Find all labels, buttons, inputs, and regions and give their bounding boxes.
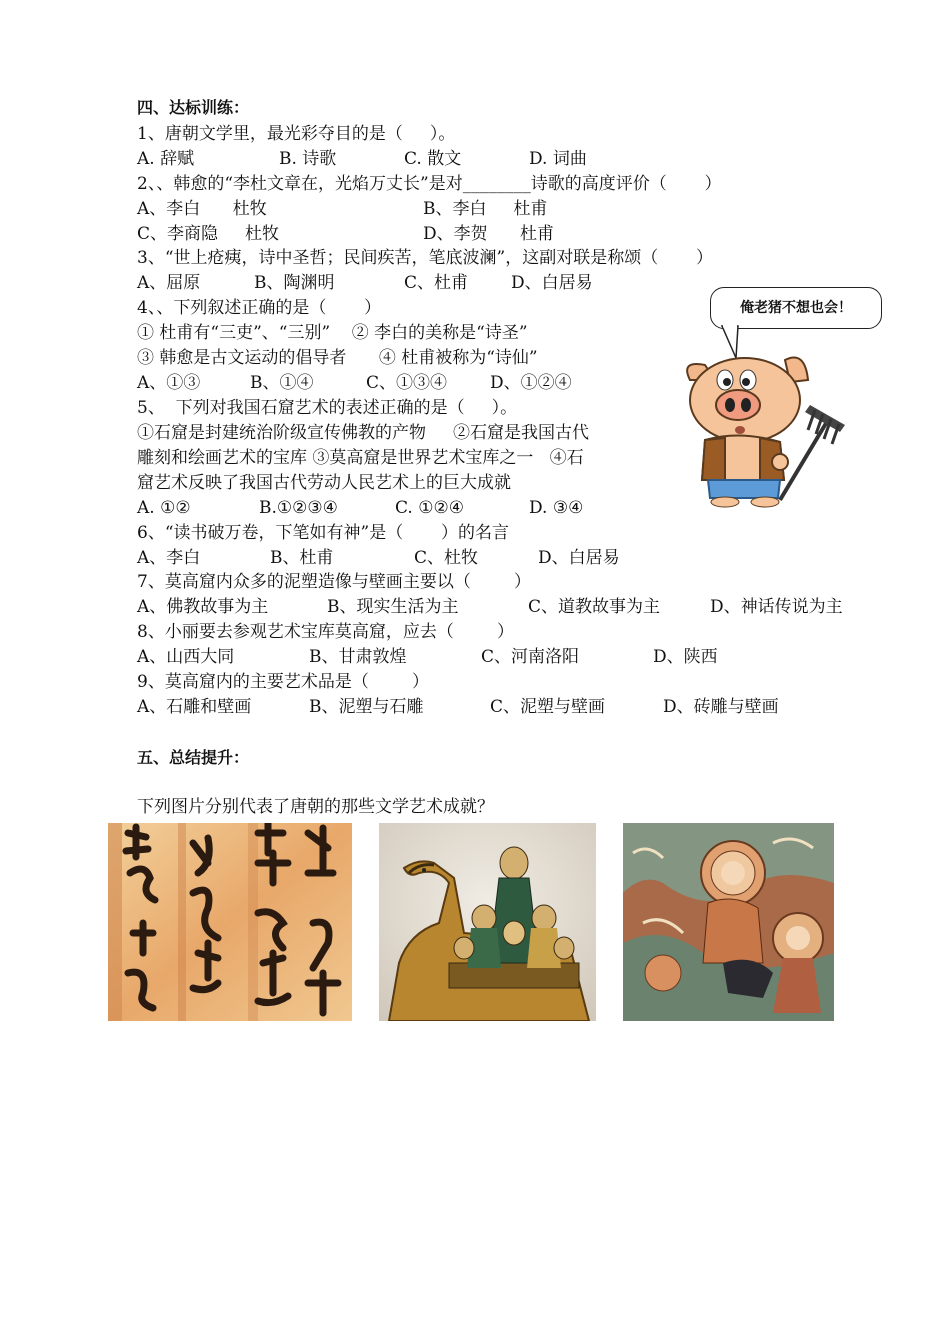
- tang-sancai-camel-image: [379, 823, 596, 1021]
- calligraphy-image: [108, 823, 352, 1021]
- q1-stem: 1、唐朝文学里，最光彩夺目的是（ ）。: [137, 124, 456, 144]
- section5-prompt: 下列图片分别代表了唐朝的那些文学艺术成就？: [137, 797, 494, 817]
- q9-option-d: D、砖雕与壁画: [663, 697, 779, 717]
- q3-stem: 3、“世上疮痍，诗中圣哲；民间疾苦，笔底波澜”，这副对联是称颂（ ）: [137, 248, 714, 268]
- q5-stem: 5、 下列对我国石窟艺术的表述正确的是（ ）。: [137, 398, 518, 418]
- q2-option-a: A、李白 杜牧: [137, 199, 267, 219]
- q5-line-2: 雕刻和绘画艺术的宝库 ③莫高窟是世界艺术宝库之一 ④石: [137, 448, 584, 468]
- q5-option-d: D. ③④: [529, 498, 584, 518]
- q6-option-a: A、李白: [137, 548, 201, 568]
- q3-option-d: D、白居易: [511, 273, 593, 293]
- q1-option-c: C. 散文: [404, 149, 462, 169]
- q7-option-d: D、神话传说为主: [710, 597, 843, 617]
- q2-stem: 2、、韩愈的“李杜文章在，光焰万丈长”是对________诗歌的高度评价（ ）: [137, 174, 722, 194]
- q8-option-c: C、河南洛阳: [481, 647, 580, 667]
- q3-option-a: A、屈原: [137, 273, 201, 293]
- q4-statement-1: ① 杜甫有“三吏”、“三别” ② 李白的美称是“诗圣”: [137, 323, 528, 343]
- q4-option-c: C、①③④: [366, 373, 448, 393]
- section5-title: 五、总结提升：: [137, 748, 250, 767]
- q7-option-a: A、佛教故事为主: [137, 597, 269, 617]
- speech-bubble: 俺老猪不想也会！: [710, 287, 882, 329]
- q4-statement-2: ③ 韩愈是古文运动的倡导者 ④ 杜甫被称为“诗仙”: [137, 348, 538, 368]
- q5-line-3: 窟艺术反映了我国古代劳动人民艺术上的巨大成就: [137, 473, 511, 493]
- q6-option-c: C、杜牧: [414, 548, 479, 568]
- q7-stem: 7、莫高窟内众多的泥塑造像与壁画主要以（ ）: [137, 572, 532, 592]
- q9-option-b: B、泥塑与石雕: [309, 697, 424, 717]
- q2-option-c: C、李商隐 杜牧: [137, 224, 280, 244]
- q1-option-b: B. 诗歌: [279, 149, 337, 169]
- q8-option-b: B、甘肃敦煌: [309, 647, 407, 667]
- q8-option-a: A、山西大同: [137, 647, 235, 667]
- q1-option-a: A. 辞赋: [137, 149, 195, 169]
- q7-option-c: C、道教故事为主: [528, 597, 661, 617]
- pig-cartoon-icon: [680, 350, 855, 510]
- q5-option-b: B.①②③④: [259, 498, 338, 518]
- q6-option-b: B、杜甫: [270, 548, 334, 568]
- section4-title: 四、达标训练：: [137, 98, 250, 117]
- dunhuang-mural-image: [623, 823, 834, 1021]
- q3-option-c: C、杜甫: [404, 273, 469, 293]
- q4-option-a: A、①③: [137, 373, 201, 393]
- q4-stem: 4、、下列叙述正确的是（ ）: [137, 298, 382, 318]
- q9-option-a: A、石雕和壁画: [137, 697, 252, 717]
- q2-option-d: D、李贺 杜甫: [423, 224, 555, 244]
- q6-stem: 6、“读书破万卷，下笔如有神”是（ ）的名言: [137, 523, 510, 543]
- q7-option-b: B、现实生活为主: [327, 597, 459, 617]
- q8-stem: 8、小丽要去参观艺术宝库莫高窟，应去（ ）: [137, 622, 515, 642]
- q4-option-d: D、①②④: [490, 373, 572, 393]
- q1-option-d: D. 词曲: [529, 149, 587, 169]
- q5-line-1: ①石窟是封建统治阶级宣传佛教的产物 ②石窟是我国古代: [137, 423, 590, 443]
- q6-option-d: D、白居易: [538, 548, 620, 568]
- q4-option-b: B、①④: [250, 373, 314, 393]
- q5-option-c: C. ①②④: [395, 498, 464, 518]
- q9-stem: 9、莫高窟内的主要艺术品是（ ）: [137, 672, 430, 692]
- q8-option-d: D、陕西: [653, 647, 718, 667]
- q9-option-c: C、泥塑与壁画: [490, 697, 606, 717]
- q2-option-b: B、李白 杜甫: [423, 199, 548, 219]
- q5-option-a: A. ①②: [137, 498, 191, 518]
- q3-option-b: B、陶渊明: [254, 273, 335, 293]
